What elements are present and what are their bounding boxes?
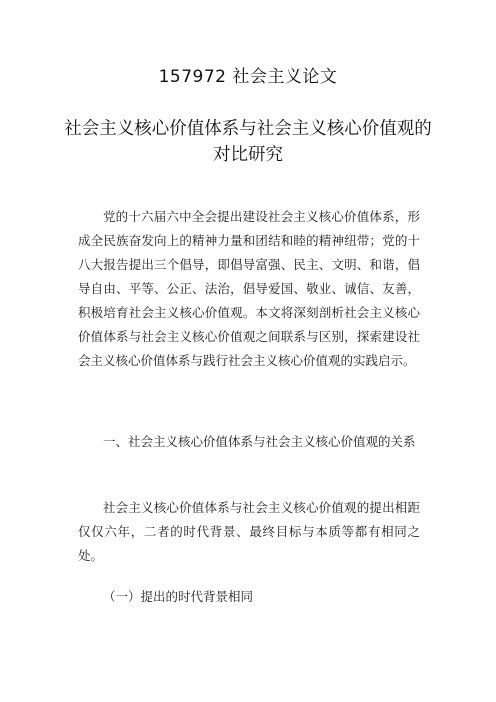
section-heading-1: 一、社会主义核心价值体系与社会主义核心价值观的关系 [103, 434, 416, 449]
document-title: 社会主义核心价值体系与社会主义核心价值观的对比研究 [64, 119, 432, 165]
subsection-heading-1: （一）提出的时代背景相同 [103, 589, 254, 604]
section-paragraph-1: 社会主义核心价值体系与社会主义核心价值观的提出相距仅仅六年，二者的时代背景、最终目标与本质等都有相同之处。 [78, 500, 420, 563]
intro-paragraph: 党的十六届六中全会提出建设社会主义核心价值体系，形成全民族奋发向上的精神力量和团结和睦的精神纽带；党的十八大报告提出三个倡导，即倡导富强、民主、文明、和谐，倡导自由、平等、公正、法治，倡导爱国、敬业、诚信、友善，积极培育社会主义核心价值观。本文将深刻剖析社会主义核心价值体系与社会主义核心价值观之间联系与区别，探索建设社会主义核心价值体系与践行社会主义核心价值观的实践启示。 [78, 209, 420, 368]
document-number-line: 157972 社会主义论文 [158, 67, 338, 87]
